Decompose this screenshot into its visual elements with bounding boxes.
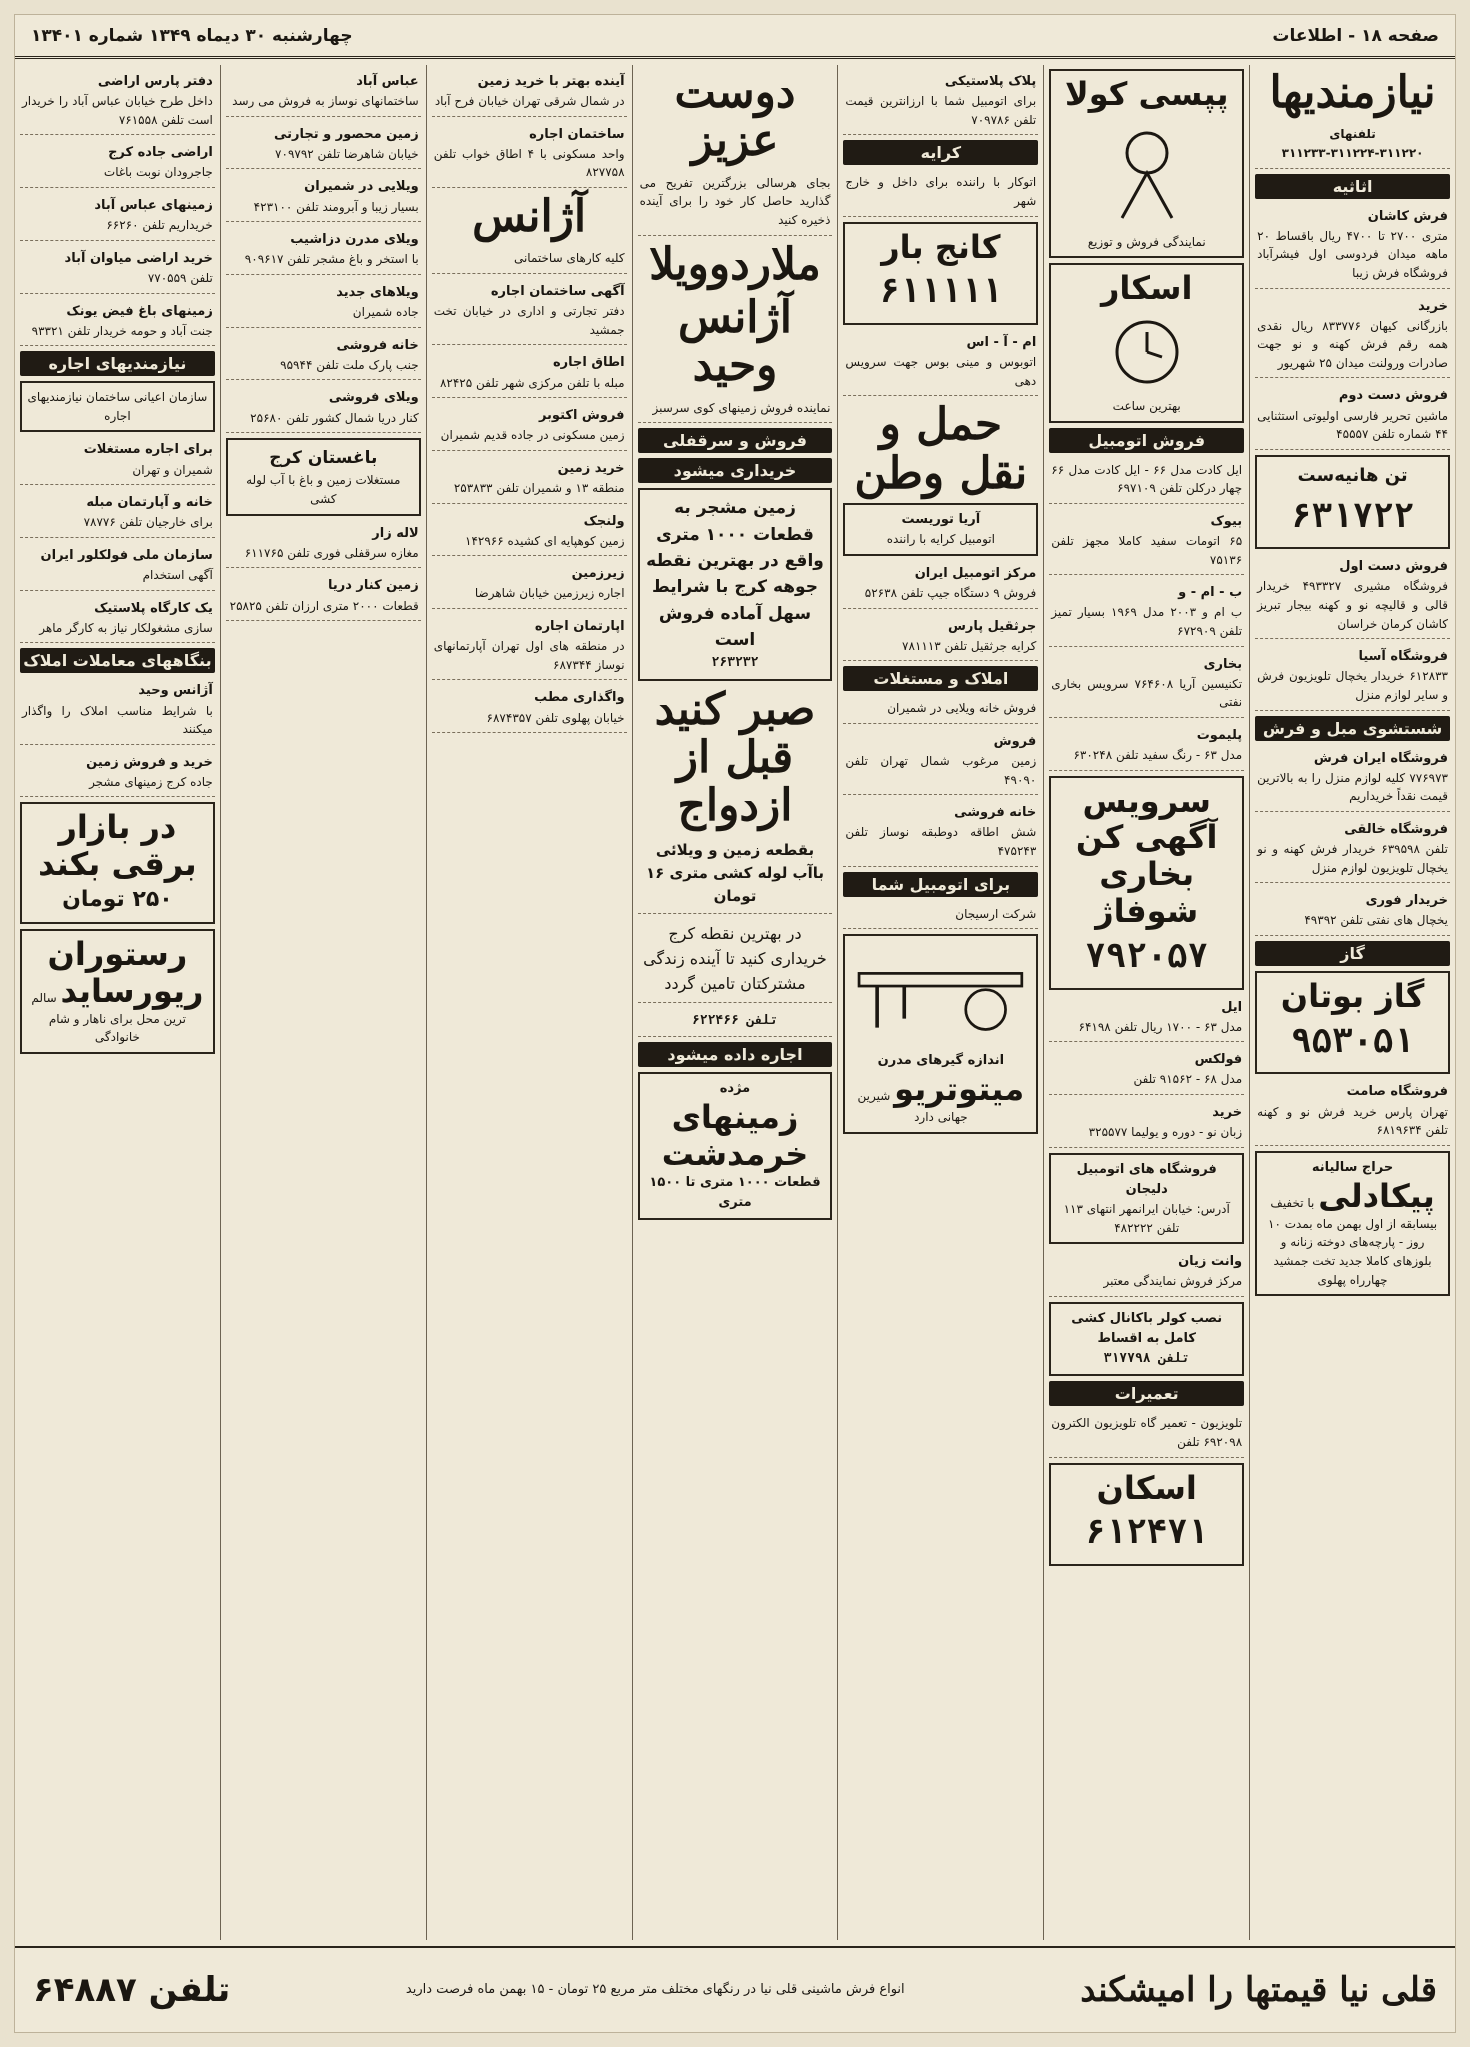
list-item: پلیموت مدل ۶۳ - رنگ سفید تلفن ۶۳۰۲۴۸ <box>1049 723 1244 771</box>
section-title: نیازمندیها <box>1269 67 1436 118</box>
list-item: ایل کادت مدل ۶۶ - ایل کادت مدل ۶۶ چهار درکلن تلفن ۶۹۷۱۰۹ <box>1049 458 1244 504</box>
column-3 <box>837 65 1043 1940</box>
list-item: فروشگاه صامت تهران پارس خرید فرش نو و کهنه تلفن ۶۸۱۹۶۳۴ <box>1255 1079 1450 1145</box>
list-item: دفتر پارس اراضی داخل طرح خیابان عباس آباد را خریدار است تلفن ۷۶۱۵۵۸ <box>20 69 215 135</box>
list-item: اطاق اجاره مبله با تلفن مرکزی شهر تلفن ۸۲۴۲۵ <box>432 350 627 398</box>
boxed-ad: کانج بار ۶۱۱۱۱۱ <box>843 222 1038 325</box>
footer-text: انواع فرش ماشینی قلی نیا در رنگهای مختلف متر مربع ۲۵ تومان - ۱۵ بهمن ماه فرصت دارید <box>405 1982 905 1998</box>
list-item: نماینده فروش زمینهای کوی سرسبز <box>638 396 833 424</box>
list-item: زمینهای باغ فیض یونک جنت آباد و حومه خریدار تلفن ۹۳۳۲۱ <box>20 299 215 347</box>
section-banner: فروش و سرقفلی <box>638 428 833 453</box>
list-item: فرش کاشان متری ۲۷۰۰ تا ۴۷۰۰ ریال باقساط ۲۰ ماهه میدان فردوسی اول فیشرآباد فروشگاه فرش زیبا <box>1255 204 1450 289</box>
footer-brand: قلی نیا قیمتها را امیشکند <box>1080 1970 1437 2010</box>
masthead-date: چهارشنبه ۳۰ دیماه ۱۳۴۹ شماره ۱۳۴۰۱ <box>31 25 353 46</box>
column-5 <box>426 65 632 1940</box>
list-item: جرثقیل پارس کرایه جرثقیل تلفن ۷۸۱۱۱۳ <box>843 614 1038 662</box>
boxed-ad: باغستان کرج مستغلات زمین و باغ با آب لوله کشی <box>226 438 421 516</box>
list-item: زمین محصور و تجارتی خیابان شاهرضا تلفن ۷۰۹۷۹۲ <box>226 122 421 170</box>
list-item: ویلای مدرن دزاشیب با استخر و باغ مشجر تلفن ۹۰۹۶۱۷ <box>226 227 421 275</box>
boxed-ad: فروشگاه های اتومبیل دلیجان آدرس: خیابان ایرانمهر انتهای ۱۱۳ تلفن ۴۸۲۲۲۲ <box>1049 1153 1244 1244</box>
boxed-ad: پپسی کولا نمایندگی فروش و توزیع <box>1049 69 1244 258</box>
calligraphy-title: حمل و نقل وطن <box>854 399 1028 499</box>
boxed-ad: اندازه گیرهای مدرن میتوتریو شیرین جهانی دارد <box>843 934 1038 1134</box>
list-item: ویلای فروشی کنار دریا شمال کشور تلفن ۲۵۶۸۰ <box>226 385 421 433</box>
boxed-ad: زمین مشجر به قطعات ۱۰۰۰ متری واقع در بهترین نقطه جوهه کرج با شرایط سهل آماده فروش است ۲۶۳۲۳۲ <box>638 488 833 680</box>
list-item: یک کارگاه پلاستیک سازی مشغولکار نیاز به کارگر ماهر <box>20 596 215 644</box>
section-banner: شستشوی مبل و فرش <box>1255 716 1450 741</box>
list-item: در بهترین نقطه کرج خریداری کنید تا آینده زندگی مشترکتان تامین گردد <box>638 919 833 1002</box>
list-item: اتوکار با راننده برای داخل و خارج شهر <box>843 170 1038 216</box>
column-6 <box>220 65 426 1940</box>
list-item: آینده بهتر با خرید زمین در شمال شرقی تهران خیابان فرح آباد <box>432 69 627 117</box>
list-item: کلیه کارهای ساختمانی <box>432 246 627 274</box>
list-item: تلفن ۶۲۲۴۶۶ <box>638 1008 833 1037</box>
list-item: آژانس وحید با شرایط مناسب املاک را واگذار میکنند <box>20 678 215 744</box>
section-banner: نیازمندیهای اجاره <box>20 351 215 376</box>
list-item: عباس آباد ساختمانهای نوساز به فروش می رسد <box>226 69 421 117</box>
boxed-ad: اسکان ۶۱۲۴۷۱ <box>1049 1463 1244 1566</box>
masthead-page-info: صفحه ۱۸ - اطلاعات <box>1272 25 1439 46</box>
list-item: خانه و آپارتمان مبله برای خارجیان تلفن ۷۸۷۷۶ <box>20 490 215 538</box>
section-banner: اجاره داده میشود <box>638 1042 833 1067</box>
list-item: خانه فروشی شش اطاقه دوطبقه نوساز تلفن ۴۷۵۲۴۳ <box>843 800 1038 866</box>
column-2 <box>1043 65 1249 1940</box>
footer-phone: تلفن ۶۴۸۸۷ <box>33 1970 231 2010</box>
section-banner: خریداری میشود <box>638 458 833 483</box>
list-item: فروشگاه خالقی تلفن ۶۳۹۵۹۸ خریدار فرش کهنه و نو یخچال تلویزیون لوازم منزل <box>1255 817 1450 883</box>
section-banner: فروش اتومبیل <box>1049 428 1244 453</box>
list-item: خرید و فروش زمین جاده کرج زمینهای مشجر <box>20 750 215 798</box>
agency-title: آژانس <box>472 191 587 243</box>
clock-icon <box>1056 307 1237 397</box>
list-item: ویلاهای جدید جاده شمیران <box>226 280 421 328</box>
ad-brand: ملاردوویلا <box>649 238 821 290</box>
list-item: فروشگاه آسیا ۶۱۲۸۳۳ خریدار یخچال تلویزیون فرش و سایر لوازم منزل <box>1255 644 1450 710</box>
list-item: خرید زمین منطقه ۱۳ و شمیران تلفن ۲۵۳۸۳۳ <box>432 456 627 504</box>
boxed-ad: در بازار برقی بکند ۲۵۰ تومان <box>20 802 215 924</box>
list-item: خرید بازرگانی کیهان ۸۳۳۷۷۶ ریال نقدی همه رقم فرش کهنه و نو جهت صادرات ورولنت میدان ۲۵ شهریور <box>1255 294 1450 379</box>
section-banner: کرایه <box>843 140 1038 165</box>
phone-line: تلفنهای ۳۱۱۲۲۰-۳۱۱۲۲۴-۳۱۱۲۳۳ <box>1255 122 1450 168</box>
list-item: ب - ام - و ب ام و ۲۰۰۳ مدل ۱۹۶۹ بسیار تمیز تلفن ۶۷۲۹۰۹ <box>1049 580 1244 646</box>
masthead <box>15 15 1455 59</box>
list-item: زیرزمین اجاره زیرزمین خیابان شاهرضا <box>432 561 627 609</box>
boxed-ad: آریا توریست اتومبیل کرایه با راننده <box>843 503 1038 556</box>
section-banner: تعمیرات <box>1049 1381 1244 1406</box>
section-banner: بنگاههای معاملات املاک <box>20 648 215 673</box>
agency-title: آژانس وحید <box>677 291 793 392</box>
list-item: بیوک ۶۵ اتومات سفید کاملا مجهز تلفن ۷۵۱۳۶ <box>1049 509 1244 575</box>
boxed-ad: سازمان اعیانی ساختمان نیازمندیهای اجاره <box>20 381 215 432</box>
list-item: فروش دست اول فروشگاه مشیری ۴۹۳۳۲۷ خریدار قالی و قالیچه نو و کهنه بیجار تبریز کاشان کرمان خراسان <box>1255 554 1450 639</box>
list-item: ولنجک زمین کوهپایه ای کشیده ۱۴۲۹۶۶ <box>432 509 627 557</box>
boxed-ad: رستوران ریورساید سالم ترین محل برای ناهار و شام خانوادگی <box>20 929 215 1054</box>
list-item: برای اجاره مستغلات شمیران و تهران <box>20 437 215 485</box>
boxed-ad: سرویس آگهی کن بخاری شوفاژ ۷۹۲۰۵۷ <box>1049 776 1244 990</box>
boxed-ad: تن هانیه‌ست ۶۳۱۷۲۲ <box>1255 455 1450 550</box>
list-item: اپارتمان اجاره در منطقه های اول تهران آپارتمانهای نوساز ۶۸۷۳۴۴ <box>432 614 627 680</box>
list-item: ویلایی در شمیران بسیار زیبا و آبرومند تلفن ۴۲۳۱۰۰ <box>226 174 421 222</box>
list-item: بخاری تکنیسین آریا ۷۶۴۶۰۸ سرویس بخاری نفتی <box>1049 652 1244 718</box>
newspaper-page <box>14 14 1456 2033</box>
list-item: ساختمان اجاره واحد مسکونی با ۴ اطاق خواب تلفن ۸۲۷۷۵۸ <box>432 122 627 188</box>
wait-title: صبر کنید قبل از ازدواج <box>654 683 816 832</box>
list-item: آگهی ساختمان اجاره دفتر تجارتی و اداری در خیابان تخت جمشید <box>432 279 627 345</box>
list-item: خانه فروشی جنب پارک ملت تلفن ۹۵۹۴۴ <box>226 333 421 381</box>
caliper-icon <box>850 941 1031 1051</box>
ad-title: دوست عزیز <box>674 67 796 167</box>
boxed-ad: نصب کولر باکانال کشی کامل به اقساط تلفن ۳۱۷۷۹۸ <box>1049 1302 1244 1376</box>
column-1 <box>1249 65 1455 1940</box>
list-item: تلویزیون - تعمیر گاه تلویزیون الکترون ۶۹۲۰۹۸ تلفن <box>1049 1411 1244 1457</box>
list-item: لاله زار مغازه سرقفلی فوری تلفن ۶۱۱۷۶۵ <box>226 521 421 569</box>
boxed-ad: گاز بوتان ۹۵۳۰۵۱ <box>1255 971 1450 1074</box>
section-banner: املاک و مستغلات <box>843 666 1038 691</box>
boxed-ad: اسکار بهترین ساعت <box>1049 263 1244 422</box>
list-item: زمین کنار دریا قطعات ۲۰۰۰ متری ارزان تلفن ۲۵۸۲۵ <box>226 573 421 621</box>
list-item: ام - آ - اس اتوبوس و مینی بوس جهت سرویس دهی <box>843 330 1038 396</box>
list-item: خریدار فوری یخچال های نفتی تلفن ۴۹۳۹۲ <box>1255 888 1450 936</box>
column-7 <box>15 65 220 1940</box>
list-item: فروش زمین مرغوب شمال تهران تلفن ۴۹۰۹۰ <box>843 729 1038 795</box>
list-item: وانت زیان مرکز فروش نمایندگی معتبر <box>1049 1249 1244 1297</box>
list-item: سازمان ملی فولکلور ایران آگهی استخدام <box>20 543 215 591</box>
list-item: پلاک پلاستیکی برای اتومبیل شما با ارزانترین قیمت تلفن ۷۰۹۷۸۶ <box>843 69 1038 135</box>
boxed-ad: حراج سالیانه پیکادلی با تخفیف بیسابقه از اول بهمن ماه بمدت ۱۰ روز - پارچه‌های دوخته زنانه و بلوزهای کاملا جدید تخت جمشید چهارراه پهلوی <box>1255 1151 1450 1296</box>
list-item: فولکس مدل ۶۸ - ۹۱۵۶۲ تلفن <box>1049 1047 1244 1095</box>
column-4 <box>632 65 838 1940</box>
boxed-ad: مژده زمینهای خرمدشت قطعات ۱۰۰۰ متری تا ۱۵۰۰ متری <box>638 1072 833 1220</box>
list-item: فروش اکتوبر زمین مسکونی در جاده قدیم شمیران <box>432 403 627 451</box>
section-banner: گاز <box>1255 941 1450 966</box>
list-item: فروشگاه ایران فرش ۷۷۶۹۷۳ کلیه لوازم منزل را به بالاترین قیمت نقداً خریداریم <box>1255 746 1450 812</box>
section-banner: اثاثیه <box>1255 174 1450 199</box>
list-item: فروش خانه ویلایی در شمیران <box>843 696 1038 724</box>
list-item: مرکز اتومبیل ایران فروش ۹ دستگاه جیپ تلفن ۵۲۶۳۸ <box>843 561 1038 609</box>
list-item: بقطعه زمین و ویلائی باآب لوله کشی متری ۱۶ تومان <box>638 836 833 915</box>
list-item: زمینهای عباس آباد خریداریم تلفن ۶۶۲۶۰ <box>20 193 215 241</box>
classified-columns <box>15 65 1455 1940</box>
list-item: واگذاری مطب خیابان پهلوی تلفن ۶۸۷۴۳۵۷ <box>432 685 627 733</box>
mascot-icon <box>1056 113 1237 233</box>
list-item: ایل مدل ۶۳ - ۱۷۰۰ ریال تلفن ۶۴۱۹۸ <box>1049 995 1244 1043</box>
footer-ad <box>15 1946 1455 2032</box>
list-item: بجای هرسالی بزرگترین تفریح می گذارید حاصل کار خود را برای آینده ذخیره کنید <box>638 171 833 236</box>
list-item: شرکت ارسیجان <box>843 902 1038 930</box>
list-item: اراضی جاده کرج جاجرودان نوبت باغات <box>20 140 215 188</box>
list-item: خرید زبان نو - دوره و یولیما ۳۲۵۵۷۷ <box>1049 1100 1244 1148</box>
list-item: خرید اراضی میاوان آباد تلفن ۷۷۰۵۵۹ <box>20 246 215 294</box>
section-banner: برای اتومبیل شما <box>843 872 1038 897</box>
list-item: فروش دست دوم ماشین تحریر فارسی اولیوتی استثنایی ۴۴ شماره تلفن ۴۵۵۵۷ <box>1255 383 1450 449</box>
